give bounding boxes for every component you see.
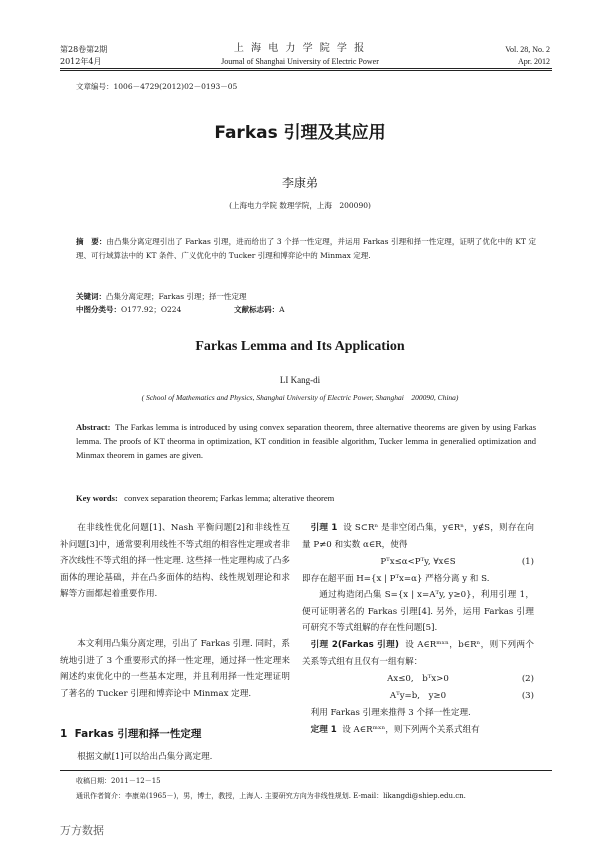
lemma-2: [302, 637, 534, 670]
date-en: Apr. 2012: [518, 57, 550, 66]
keywords-cn-text: 凸集分离定理；Farkas 引理；择一性定理: [106, 292, 247, 301]
abstract-cn-label: 摘 要：: [76, 237, 107, 246]
footnote-rule: [60, 770, 552, 771]
journal-title-en: Journal of Shanghai University of Electric Power: [221, 57, 379, 66]
equation-1: [302, 554, 534, 571]
lemma-1-text: 设 S⊂Rⁿ 是非空闭凸集，y∈Rⁿ，y∉S，则存在向量 P≠0 和实数 α∈R，使得: [302, 523, 534, 550]
abstract-en-text: The Farkas lemma is introduced by using convex separation theorem, three alternative theorems are given by using Farkas lemma. The proofs of KT theorma in optimization, KT condition in feasible algorithm, Tucker lemma in generalied optimization and Minmax theorem in games are given.: [76, 422, 536, 460]
keywords-en-label: Key words:: [76, 493, 118, 503]
theorem-1: [302, 722, 534, 739]
paper-title-en: Farkas Lemma and Its Application: [195, 339, 405, 354]
affiliation-cn: (上海电力学院 数理学院，上海 200090): [229, 201, 371, 210]
keywords-cn: [76, 290, 536, 303]
equation-1-body: Pᵀx≤α<Pᵀy, ∀x∈S: [380, 557, 456, 567]
header-rule: [60, 68, 552, 71]
intro-paragraph-2: 本文利用凸集分离定理，引出了 Farkas 引理. 同时，系统地引进了 3 个重要形式的择一性定理，通过择一性定理来阐述约束优化中的一些基本定理，并且利用择一性定理证明了著名的 Tucker 引理和博弈论中 Minmax 定理.: [60, 639, 290, 699]
journal-title-cn: 上 海 电 力 学 院 学 报: [233, 43, 367, 54]
theorem-1-text: 设 A∈Rᵐˣⁿ，则下列两个关系式组有: [342, 725, 480, 735]
clc-number: O177.92；O224: [121, 305, 182, 314]
intro-paragraph-1: 在非线性优化问题[1]、Nash 平衡问题[2]和非线性互补问题[3]中，通常要利用线性不等式组的相容性定理或者非齐次线性不等式组的择一性定理. 这些择一性定理构成了凸多面体的理论基础，并在凸多面体的结构、线性规划理论和求解等方面都起着重要作用.: [60, 523, 290, 600]
author-info: 通讯作者简介：李康弟(1965－)，男，博士，教授，上海人. 主要研究方向为非线性规划. E-mail：likangdi@shiep.edu.cn.: [76, 792, 466, 800]
equation-3-body: Aᵀy=b, y≥0: [389, 691, 447, 701]
equation-3: [302, 688, 534, 705]
date-cn: 2012年4月: [60, 57, 102, 66]
abstract-en-label: Abstract:: [76, 422, 111, 432]
theorem-1-label: 定理 1: [310, 725, 337, 735]
equation-2: [302, 671, 534, 688]
author-cn: 李康弟: [281, 176, 318, 190]
article-number: 文章编号：1006－4729(2012)02－0193－05: [76, 82, 238, 91]
lemma-2-text: 设 A∈Rᵐˣⁿ，b∈Rⁿ，则下列两个关系等式组有且仅有一组有解：: [302, 640, 535, 667]
section-number: 1: [60, 728, 68, 740]
volume-issue-cn: 第28卷第2期: [60, 45, 108, 54]
clc-label: 中图分类号：: [76, 305, 121, 314]
section-paragraph-1: 根据文献[1]可以给出凸集分离定理.: [77, 752, 213, 762]
affiliation-en: ( School of Mathematics and Physics, Shanghai University of Electric Power, Shanghai 200090, China): [141, 393, 459, 402]
equation-1-number: (1): [521, 557, 534, 567]
received-date: 收稿日期：2011－12－15: [76, 777, 161, 785]
equation-2-number: (2): [521, 674, 534, 684]
classification-line: [76, 303, 536, 316]
lemma-1-label: 引理 1: [310, 523, 338, 533]
section-title: Farkas 引理和择一性定理: [74, 728, 202, 740]
abstract-cn-text: 由凸集分离定理引出了 Farkas 引理，进而给出了 3 个择一性定理，并运用 Farkas 引理和择一性定理，证明了优化中的 KT 定理、可行域算法中的 KT 条件、广义优化中的 Tucker 引理和博弈论中的 Minmax 定理.: [76, 237, 537, 260]
keywords-en: [76, 491, 536, 505]
lemma-2-label: 引理 2(Farkas 引理): [310, 640, 399, 650]
abstract-cn: [76, 235, 536, 263]
keywords-cn-label: 关键词：: [76, 292, 106, 301]
keywords-en-text: convex separation theorem; Farkas lemma; alterative theorem: [124, 493, 335, 503]
paper-title-cn: Farkas 引理及其应用: [214, 123, 386, 143]
section-heading-1: [60, 726, 201, 741]
abstract-en: [76, 420, 536, 462]
volume-issue-en: Vol. 28, No. 2: [505, 45, 550, 54]
equation-2-body: Ax≤0, bᵀx>0: [387, 674, 449, 684]
doc-code: A: [279, 305, 285, 314]
hyperplane-paragraph: 即存在超平面 H={x | Pᵀx=α} 严格分离 y 和 S.: [302, 574, 490, 584]
alternative-intro: 利用 Farkas 引理来推得 3 个择一性定理.: [310, 708, 471, 718]
equation-3-number: (3): [521, 691, 534, 701]
lemma-1: [302, 520, 534, 553]
doc-code-label: 文献标志码：: [234, 305, 280, 314]
construct-paragraph: 通过构造闭凸集 S={x | x=Aᵀy, y≥0}，利用引理 1，便可证明著名的 Farkas 引理[4]. 另外，运用 Farkas 引理可研究不等式组解的存在性问题[5].: [302, 590, 534, 634]
author-en: LI Kang-di: [279, 375, 321, 385]
watermark: 万方数据: [60, 824, 104, 837]
